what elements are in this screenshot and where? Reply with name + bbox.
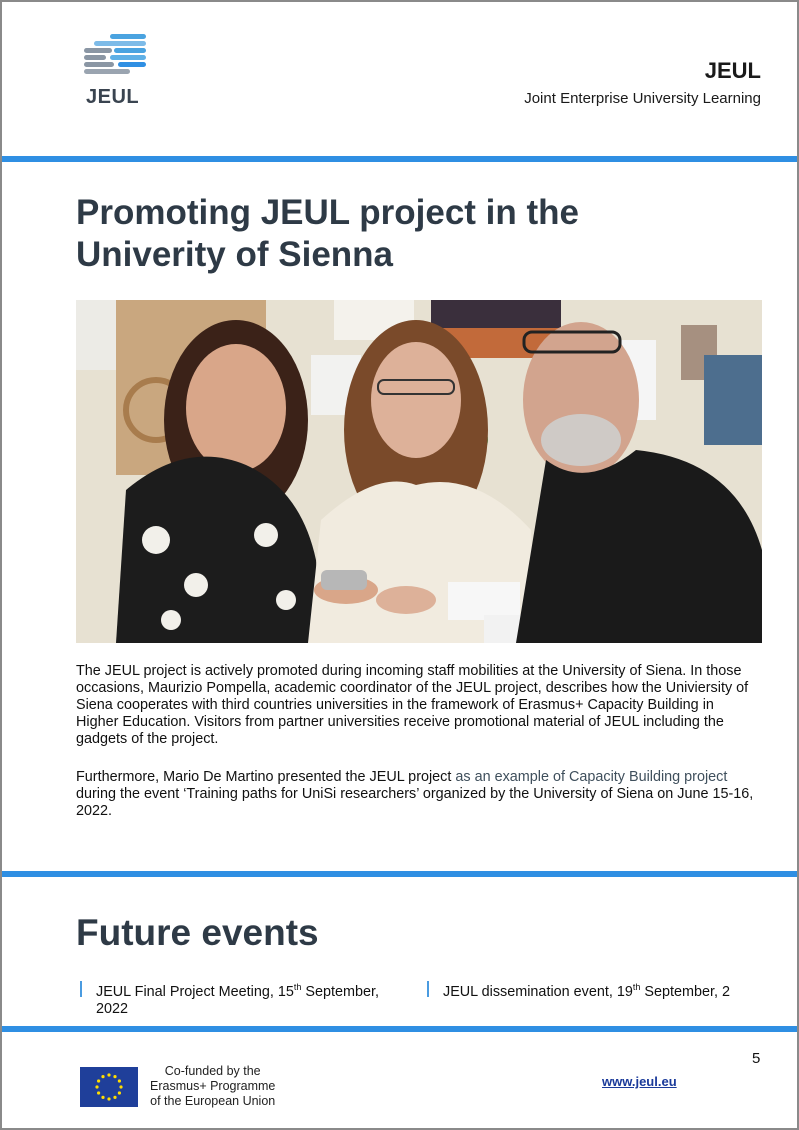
event-bullet-bar (80, 981, 82, 997)
future-event-item: JEUL Final Project Meeting, 15th September, 2022 (80, 979, 406, 1018)
eu-cofunding-text: Co-funded by the Erasmus+ Programme of the European Union (150, 1064, 276, 1108)
header-acronym: JEUL (704, 58, 761, 83)
eu-cofunding-logo (80, 1064, 275, 1109)
logo-text: JEUL (86, 86, 140, 108)
article-paragraph-1: The JEUL project is actively promoted during incoming staff mobilities at the University of Siena. In those occasions, Maurizio Pompella, academic coordinator of the JEUL project, describes how the Univiersity of Siena cooperates with third countries universities in the framework of Erasmus+ Capacity Building in Higher Education. Visitors from partner universities receive promotional material of JEUL including the gadgets of the project. (76, 663, 749, 747)
paragraph-2-start: Furthermore, Mario De Martino presented the JEUL project (76, 769, 456, 785)
group-photo (76, 300, 762, 643)
future-events-heading: Future events (76, 912, 319, 953)
article-title: Promoting JEUL project in the Univerity of Sienna (76, 193, 580, 274)
middle-divider (2, 871, 797, 877)
jeul-logo (80, 32, 152, 109)
jeul-logo-icon (80, 32, 146, 80)
paragraph-2-end: during the event ‘Training paths for UniSi researchers’ organized by the University of Siena on June 15-16, 2022. (76, 786, 754, 819)
eu-flag-icon (80, 1067, 138, 1107)
header-title-block (524, 58, 761, 107)
footer-divider (2, 1026, 797, 1032)
page-number: 5 (752, 1050, 761, 1067)
future-event-item: JEUL dissemination event, 19th September, 2 (427, 979, 773, 1001)
top-divider (2, 156, 797, 162)
article-paragraph-2 (76, 769, 756, 820)
header-full-name: Joint Enterprise University Learning (524, 90, 761, 107)
website-link[interactable]: www.jeul.eu (602, 1074, 677, 1089)
event-bullet-bar (427, 981, 429, 997)
capacity-building-link[interactable]: as an example of Capacity Building project (455, 769, 728, 785)
